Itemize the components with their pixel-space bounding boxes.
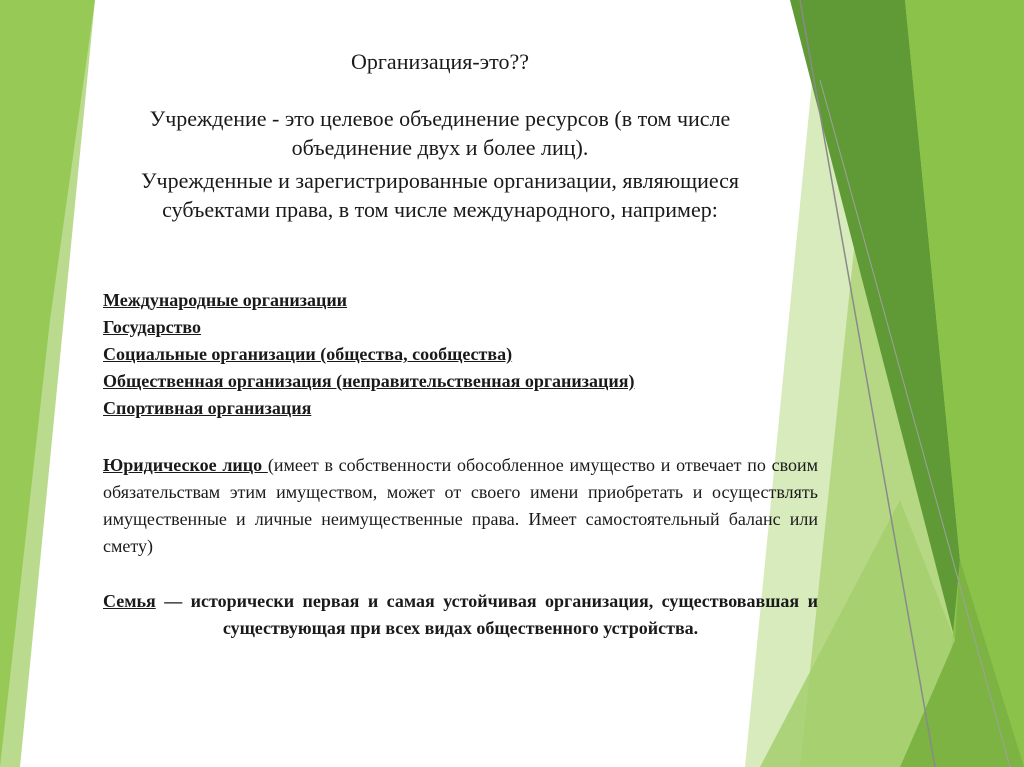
family-paragraph bbox=[103, 588, 818, 642]
registered-organizations-text: Учрежденные и зарегистрированные организации, являющиеся субъектами права, в том числе международного, например: bbox=[140, 168, 740, 222]
legal-entity-term: Юридическое лицо bbox=[103, 455, 268, 475]
family-definition: — исторически первая и самая устойчивая организация, существовавшая и существующая при всех видах общественного устройства. bbox=[155, 591, 818, 638]
list-item: Социальные организации (общества, сообщества) bbox=[103, 344, 513, 364]
list-item: Международные организации bbox=[103, 290, 348, 310]
family-term: Семья bbox=[103, 591, 156, 611]
list-item: Спортивная организация bbox=[103, 398, 312, 418]
institution-definition: Учреждение - это целевое объединение ресурсов (в том числе объединение двух и более лиц). bbox=[149, 106, 731, 160]
legal-entity-definition: (имеет в собственности обособленное имущество и отвечает по своим обязательствам этим имуществом, может от своего имени приобретать и осуществлять имущественные и личные неимущественные права. Имеет самостоятельный баланс или смету) bbox=[103, 455, 818, 556]
list-item: Общественная организация (неправительственная организация) bbox=[103, 371, 635, 391]
list-item: Государство bbox=[103, 317, 202, 337]
legal-entity-paragraph bbox=[103, 452, 818, 560]
examples-list bbox=[103, 287, 635, 422]
slide-title: Организация-это?? bbox=[351, 49, 529, 74]
